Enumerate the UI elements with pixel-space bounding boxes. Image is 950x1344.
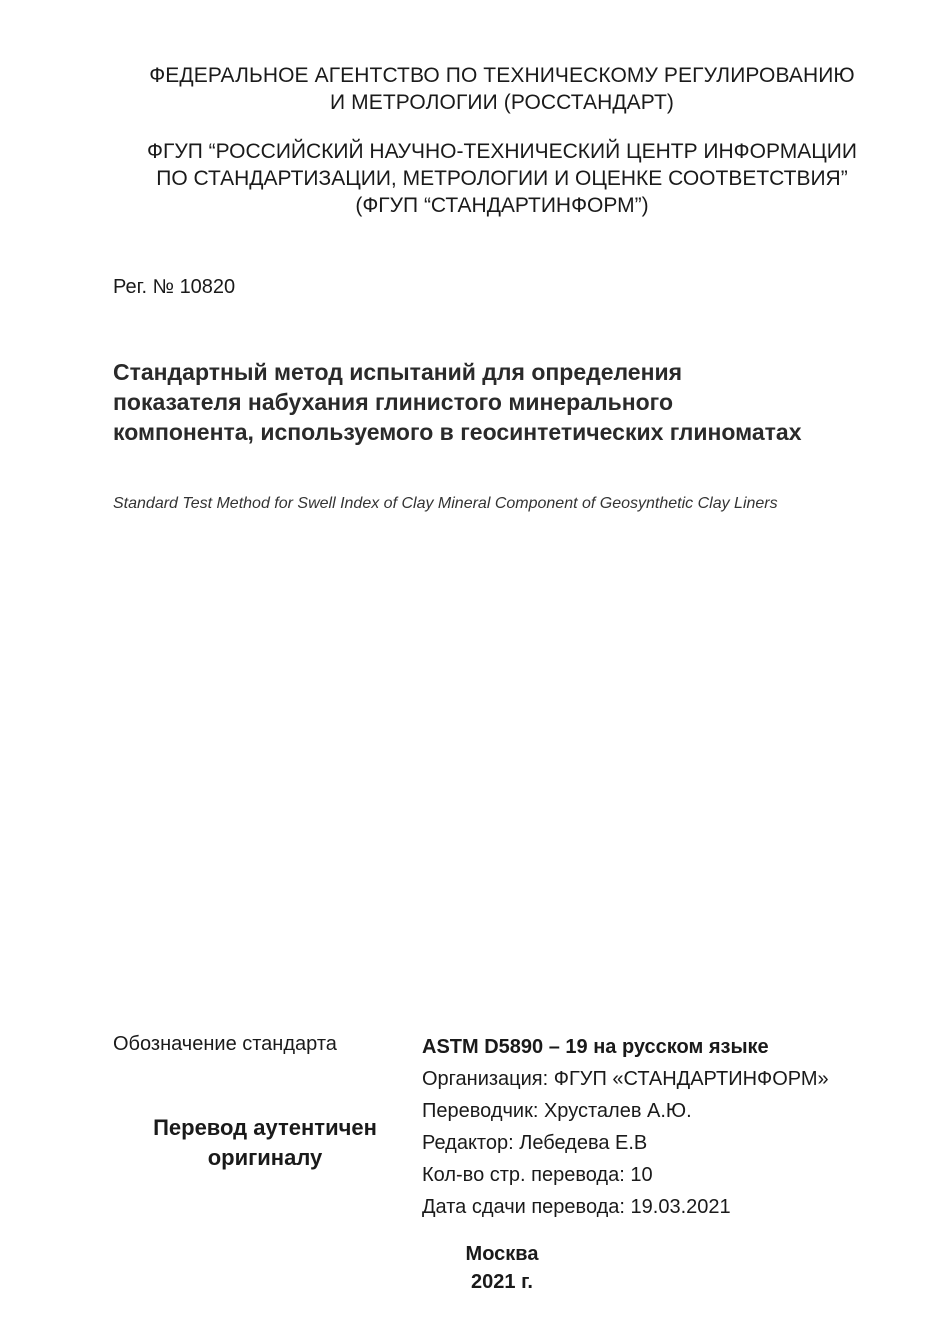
page-count-info: Кол-во стр. перевода: 10 <box>422 1164 653 1186</box>
title-ru-line-2: показателя набухания глинистого минерального <box>113 389 674 415</box>
authenticity-note <box>130 1113 400 1173</box>
submission-date-info: Дата сдачи перевода: 19.03.2021 <box>422 1196 731 1218</box>
org-line-2: ПО СТАНДАРТИЗАЦИИ, МЕТРОЛОГИИ И ОЦЕНКЕ СООТВЕТСТВИЯ” <box>156 167 848 190</box>
authenticity-line-1: Перевод аутентичен <box>153 1115 377 1140</box>
standard-code: ASTM D5890 – 19 на русском языке <box>422 1036 769 1058</box>
authenticity-line-2: оригиналу <box>207 1145 323 1170</box>
agency-header <box>0 62 950 116</box>
agency-line-2: И МЕТРОЛОГИИ (РОССТАНДАРТ) <box>330 91 674 114</box>
title-ru-line-1: Стандартный метод испытаний для определения <box>113 359 683 385</box>
translator-info: Переводчик: Хрусталев А.Ю. <box>422 1100 692 1122</box>
document-title-ru <box>113 357 913 447</box>
org-line-3: (ФГУП “СТАНДАРТИНФОРМ”) <box>355 194 649 217</box>
organization-info: Организация: ФГУП «СТАНДАРТИНФОРМ» <box>422 1068 829 1090</box>
organization-header <box>0 138 950 219</box>
designation-label: Обозначение стандарта <box>113 1033 337 1055</box>
document-title-en: Standard Test Method for Swell Index of Clay Mineral Component of Geosynthetic Clay Liners <box>113 495 778 512</box>
registration-number: Рег. № 10820 <box>113 276 236 298</box>
agency-line-1: ФЕДЕРАЛЬНОЕ АГЕНТСТВО ПО ТЕХНИЧЕСКОМУ РЕГУЛИРОВАНИЮ <box>149 64 855 87</box>
footer-year: 2021 г. <box>471 1271 533 1293</box>
title-ru-line-3: компонента, используемого в геосинтетических глиноматах <box>113 419 802 445</box>
translation-details <box>422 1031 829 1223</box>
org-line-1: ФГУП “РОССИЙСКИЙ НАУЧНО-ТЕХНИЧЕСКИЙ ЦЕНТР ИНФОРМАЦИИ <box>147 140 857 163</box>
editor-info: Редактор: Лебедева Е.В <box>422 1132 648 1154</box>
footer-city: Москва <box>465 1243 539 1265</box>
footer <box>402 1240 602 1296</box>
